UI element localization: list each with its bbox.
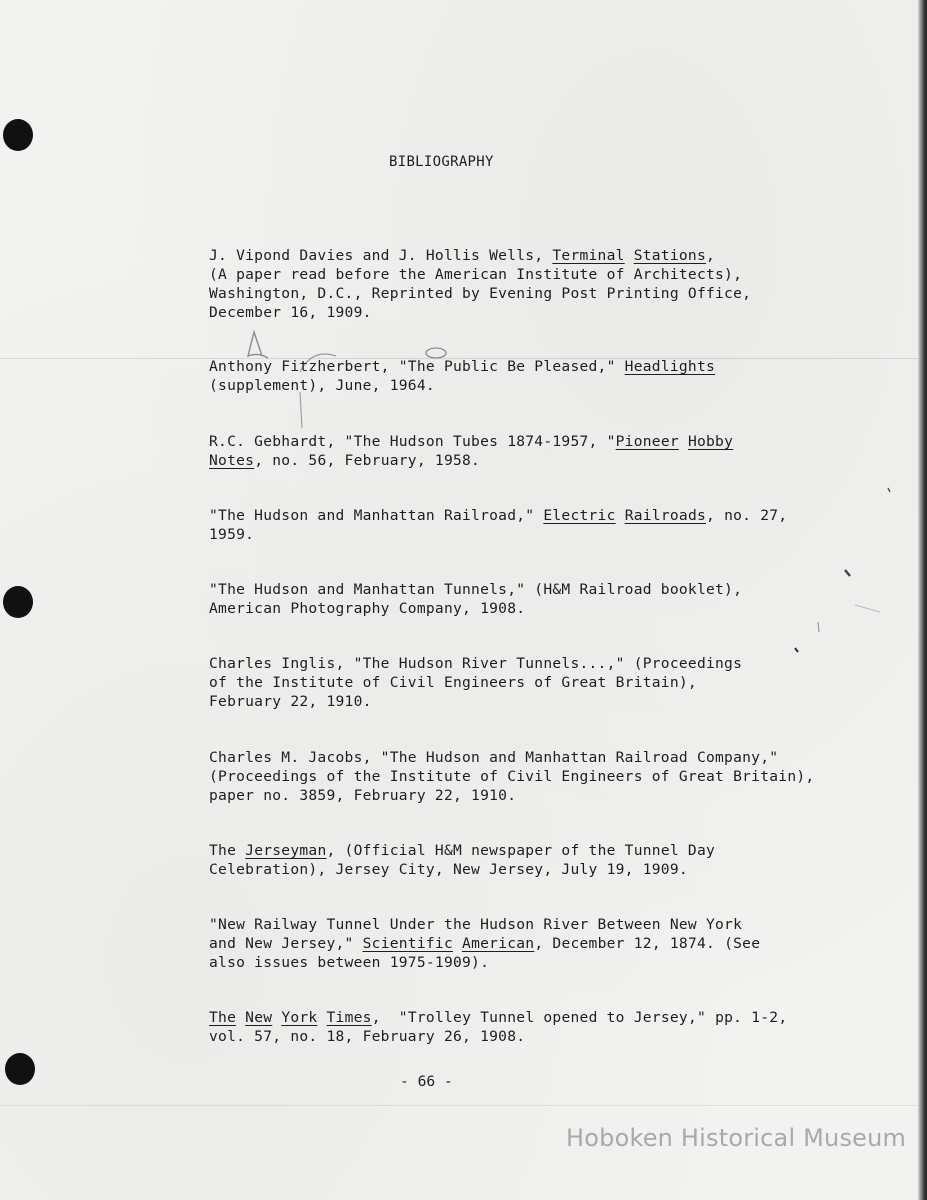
entry-line bbox=[209, 432, 859, 451]
bibliography-entry bbox=[209, 748, 859, 805]
entry-line bbox=[209, 284, 859, 303]
bibliography-entry bbox=[209, 654, 859, 711]
entry-line bbox=[209, 376, 859, 395]
citation-text: "The Hudson and Manhattan Railroad," bbox=[209, 507, 544, 524]
citation-text: Washington, D.C., Reprinted by Evening Post Printing Office, bbox=[209, 285, 752, 302]
citation-text: , no. 27, bbox=[706, 507, 788, 524]
citation-text: R.C. Gebhardt, "The Hudson Tubes 1874-1957, " bbox=[209, 433, 616, 450]
citation-text bbox=[679, 433, 688, 450]
citation-text bbox=[625, 247, 634, 264]
entry-line bbox=[209, 841, 859, 860]
bibliography-entry bbox=[209, 246, 859, 322]
citation-text bbox=[272, 1009, 281, 1026]
citation-text bbox=[236, 1009, 245, 1026]
underlined-title: American bbox=[462, 935, 535, 952]
entry-line bbox=[209, 934, 859, 953]
citation-text: February 22, 1910. bbox=[209, 693, 372, 710]
underlined-title: Scientific bbox=[362, 935, 453, 952]
page-title: BIBLIOGRAPHY bbox=[389, 154, 494, 170]
entry-line bbox=[209, 599, 859, 618]
citation-text: (A paper read before the American Institute of Architects), bbox=[209, 266, 743, 283]
citation-text: and New Jersey," bbox=[209, 935, 363, 952]
entry-line bbox=[209, 580, 859, 599]
citation-text: (Proceedings of the Institute of Civil Engineers of Great Britain), bbox=[209, 768, 815, 785]
underlined-title: The bbox=[209, 1009, 237, 1026]
citation-text bbox=[453, 935, 462, 952]
entry-line bbox=[209, 654, 859, 673]
entry-line bbox=[209, 303, 859, 322]
underlined-title: Notes bbox=[209, 452, 255, 469]
entry-line bbox=[209, 451, 859, 470]
entry-line bbox=[209, 525, 859, 544]
entry-line bbox=[209, 673, 859, 692]
underlined-title: New bbox=[245, 1009, 273, 1026]
citation-text: also issues between 1975-1909). bbox=[209, 954, 490, 971]
bibliography-entry bbox=[209, 915, 859, 972]
underlined-title: Pioneer bbox=[615, 433, 679, 450]
citation-text: of the Institute of Civil Engineers of Great Britain), bbox=[209, 674, 697, 691]
citation-text: December 16, 1909. bbox=[209, 304, 372, 321]
citation-text: , no. 56, February, 1958. bbox=[254, 452, 481, 469]
entry-line bbox=[209, 767, 859, 786]
bibliography-entry bbox=[209, 506, 859, 544]
entry-line bbox=[209, 265, 859, 284]
citation-text: 1959. bbox=[209, 526, 255, 543]
entry-line bbox=[209, 915, 859, 934]
entry-line bbox=[209, 953, 859, 972]
citation-text: (supplement), June, 1964. bbox=[209, 377, 435, 394]
citation-text: paper no. 3859, February 22, 1910. bbox=[209, 787, 517, 804]
citation-text: "The Hudson and Manhattan Tunnels," (H&M Railroad booklet), bbox=[209, 581, 743, 598]
citation-text: Anthony Fitzherbert, "The Public Be Pleased," bbox=[209, 358, 625, 375]
entry-line bbox=[209, 692, 859, 711]
citation-text: "New Railway Tunnel Under the Hudson River Between New York bbox=[209, 916, 743, 933]
citation-text bbox=[616, 507, 625, 524]
citation-text: , December 12, 1874. (See bbox=[534, 935, 761, 952]
underlined-title: York bbox=[281, 1009, 318, 1026]
citation-text: J. Vipond Davies and J. Hollis Wells, bbox=[209, 247, 553, 264]
bibliography-entry bbox=[209, 432, 859, 470]
citation-text bbox=[317, 1009, 326, 1026]
entry-line bbox=[209, 1008, 859, 1027]
citation-text: , (Official H&M newspaper of the Tunnel Day bbox=[326, 842, 716, 859]
bibliography-entry bbox=[209, 841, 859, 879]
citation-text: American Photography Company, 1908. bbox=[209, 600, 526, 617]
citation-text: The bbox=[209, 842, 246, 859]
bibliography-entry bbox=[209, 580, 859, 618]
page-number: - 66 - bbox=[400, 1073, 453, 1090]
entry-line bbox=[209, 246, 859, 265]
underlined-title: Times bbox=[326, 1009, 372, 1026]
citation-text: vol. 57, no. 18, February 26, 1908. bbox=[209, 1028, 526, 1045]
underlined-title: Stations bbox=[633, 247, 707, 264]
entry-line bbox=[209, 786, 859, 805]
entry-line bbox=[209, 860, 859, 879]
citation-text: Charles Inglis, "The Hudson River Tunnels...," (Proceedings bbox=[209, 655, 743, 672]
underlined-title: Railroads bbox=[624, 507, 707, 524]
museum-watermark: Hoboken Historical Museum bbox=[566, 1124, 907, 1152]
underlined-title: Headlights bbox=[624, 358, 716, 375]
underlined-title: Hobby bbox=[687, 433, 734, 450]
entry-line bbox=[209, 1027, 859, 1046]
underlined-title: Terminal bbox=[552, 247, 625, 264]
underlined-title: Electric bbox=[543, 507, 616, 524]
citation-text: , "Trolley Tunnel opened to Jersey," pp. 1-2, bbox=[371, 1009, 788, 1026]
entry-line bbox=[209, 357, 859, 376]
entry-line bbox=[209, 748, 859, 767]
citation-text: , bbox=[706, 247, 716, 264]
citation-text: Celebration), Jersey City, New Jersey, July 19, 1909. bbox=[209, 861, 688, 878]
citation-text: Charles M. Jacobs, "The Hudson and Manhattan Railroad Company," bbox=[209, 749, 779, 766]
underlined-title: Jerseyman bbox=[245, 842, 327, 859]
bibliography-entry bbox=[209, 1008, 859, 1046]
entry-line bbox=[209, 506, 859, 525]
bibliography-entry bbox=[209, 357, 859, 395]
